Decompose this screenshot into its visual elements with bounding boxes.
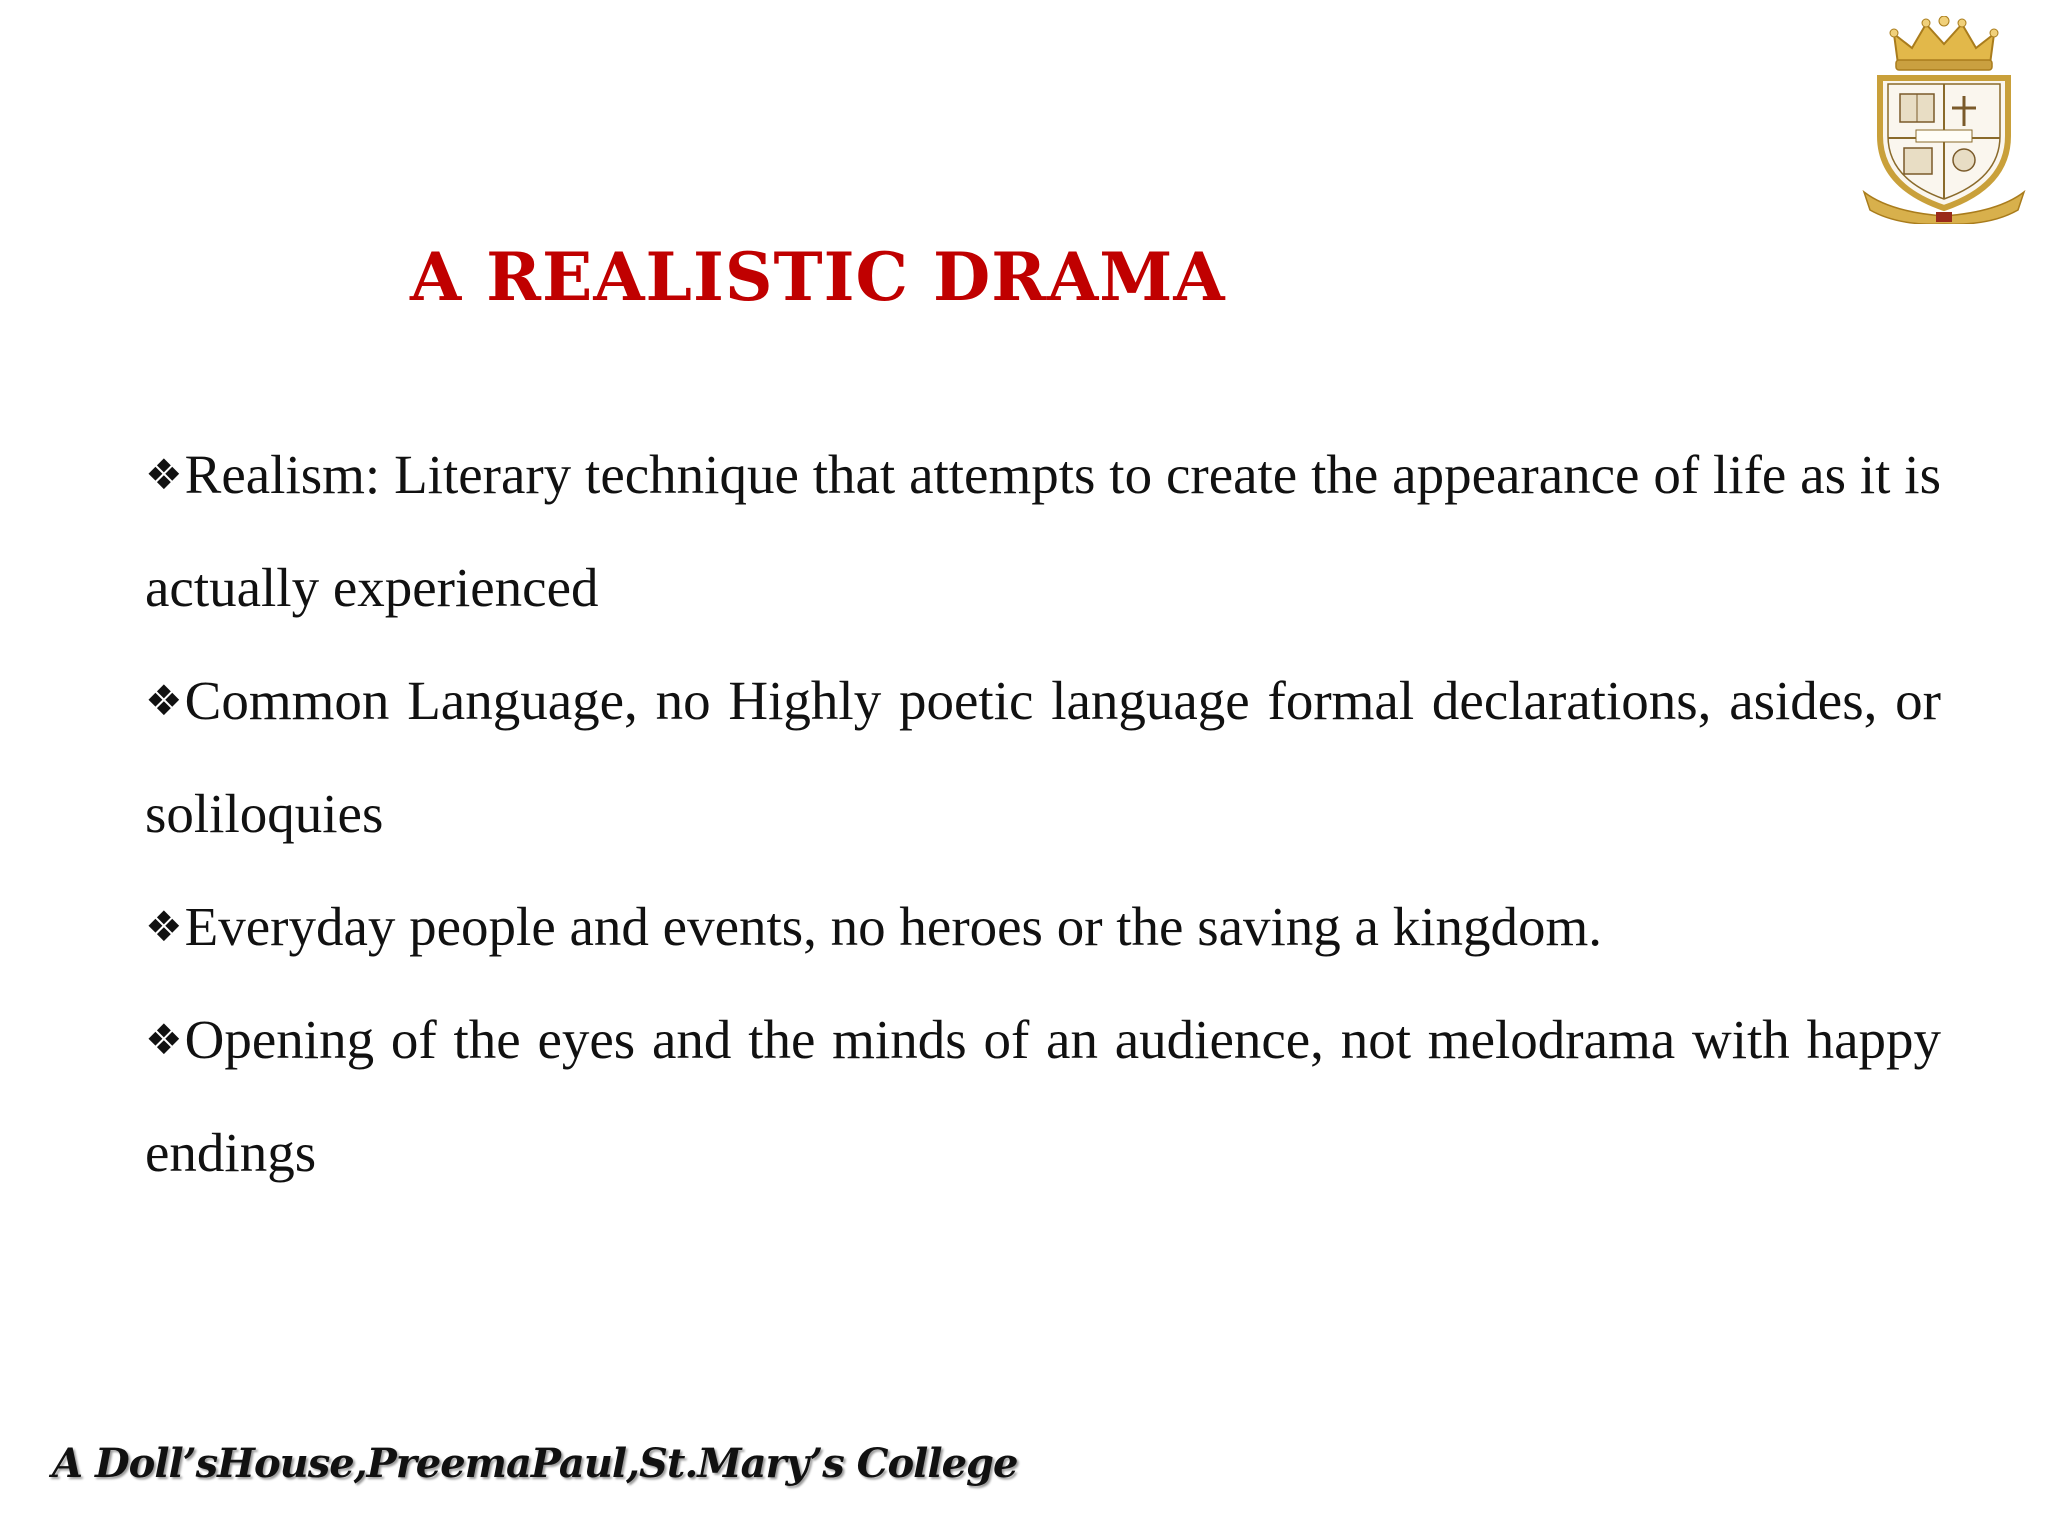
bullet-text: Common Language, no Highly poetic language formal declarations, asides, or soliloquies — [145, 670, 1941, 844]
diamond-bullet-icon: ❖ — [145, 450, 183, 499]
bullet-item — [145, 644, 1941, 870]
slide-title: A REALISTIC DRAMA — [410, 238, 1226, 316]
bullet-item — [145, 870, 1941, 983]
shield-icon — [1880, 78, 2008, 208]
bullet-item — [145, 418, 1941, 644]
slide-footer: A Doll’sHouse,PreemaPaul,St.Mary’s College — [52, 1440, 1018, 1487]
bullet-text: Opening of the eyes and the minds of an audience, not melodrama with happy endings — [145, 1009, 1941, 1183]
college-crest-logo — [1860, 16, 2028, 224]
diamond-bullet-icon: ❖ — [145, 1015, 183, 1064]
crown-icon — [1890, 16, 1998, 70]
bullet-item — [145, 983, 1941, 1209]
diamond-bullet-icon: ❖ — [145, 676, 183, 725]
bullet-text: Realism: Literary technique that attempts to create the appearance of life as it is actually experienced — [145, 444, 1941, 618]
bullet-text: Everyday people and events, no heroes or the saving a kingdom. — [184, 896, 1603, 957]
bullet-list — [145, 418, 1941, 1209]
diamond-bullet-icon: ❖ — [145, 902, 183, 951]
